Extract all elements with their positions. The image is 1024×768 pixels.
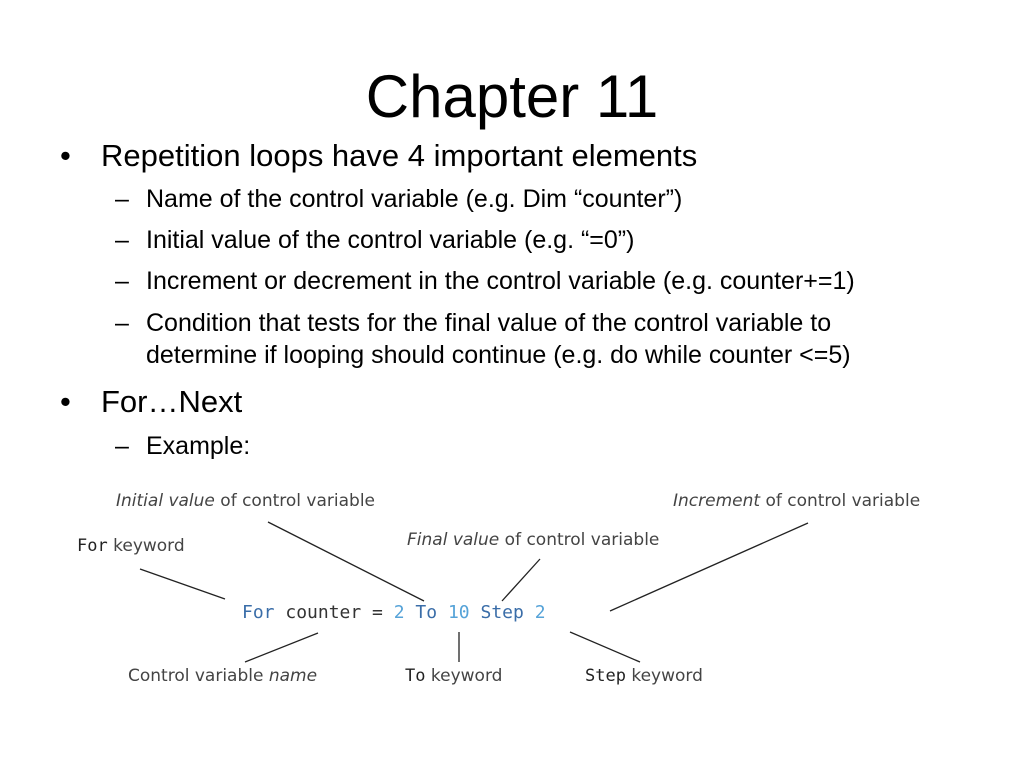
bullet-marker: • <box>60 384 71 419</box>
sub-bullet-text: determine if looping should continue (e.g. do while counter <=5) <box>146 341 851 369</box>
control-variable-name-annotation: Control variable name <box>128 666 318 686</box>
initial-value-annotation: Initial value of control variable <box>116 491 375 511</box>
to-keyword-annotation: To keyword <box>405 666 503 686</box>
for-next-diagram <box>0 470 1024 710</box>
for-next-code-line: For counter = 2 To 10 Step 2 <box>242 602 546 623</box>
for-keyword-annotation: For keyword <box>77 536 185 556</box>
leader-line-final-value <box>502 559 540 601</box>
initial-value: 2 <box>393 602 405 623</box>
leader-line-for-keyword <box>140 569 225 599</box>
sub-bullet-text: Increment or decrement in the control variable (e.g. counter+=1) <box>146 267 855 295</box>
bullet-marker: • <box>60 138 71 173</box>
final-value: 10 <box>447 602 470 623</box>
final-value-annotation: Final value of control variable <box>407 530 660 550</box>
for-keyword: For <box>242 602 275 623</box>
leader-line-initial-value <box>268 522 424 601</box>
sub-bullet-marker: – <box>115 267 129 295</box>
leader-line-step-keyword <box>570 632 640 662</box>
step-keyword: Step <box>480 602 524 623</box>
sub-bullet-marker: – <box>115 226 129 254</box>
sub-bullet-text: Name of the control variable (e.g. Dim “counter”) <box>146 185 683 213</box>
sub-bullet-text: Initial value of the control variable (e.g. “=0”) <box>146 226 635 254</box>
bullet-text: For…Next <box>101 384 243 419</box>
step-keyword-annotation: Step keyword <box>585 666 703 686</box>
increment-value: 2 <box>534 602 546 623</box>
sub-bullet-marker: – <box>115 309 129 337</box>
bullet-text: Repetition loops have 4 important elements <box>101 138 698 173</box>
sub-bullet-marker: – <box>115 185 129 213</box>
slide-title: Chapter 11 <box>365 63 659 130</box>
sub-bullet-marker: – <box>115 432 129 460</box>
sub-bullet-text: Condition that tests for the final value of the control variable to <box>146 309 832 337</box>
leader-line-name <box>245 633 318 662</box>
to-keyword: To <box>415 602 438 623</box>
control-variable: counter <box>285 602 362 623</box>
increment-annotation: Increment of control variable <box>673 491 921 511</box>
sub-bullet-text: Example: <box>146 432 251 460</box>
